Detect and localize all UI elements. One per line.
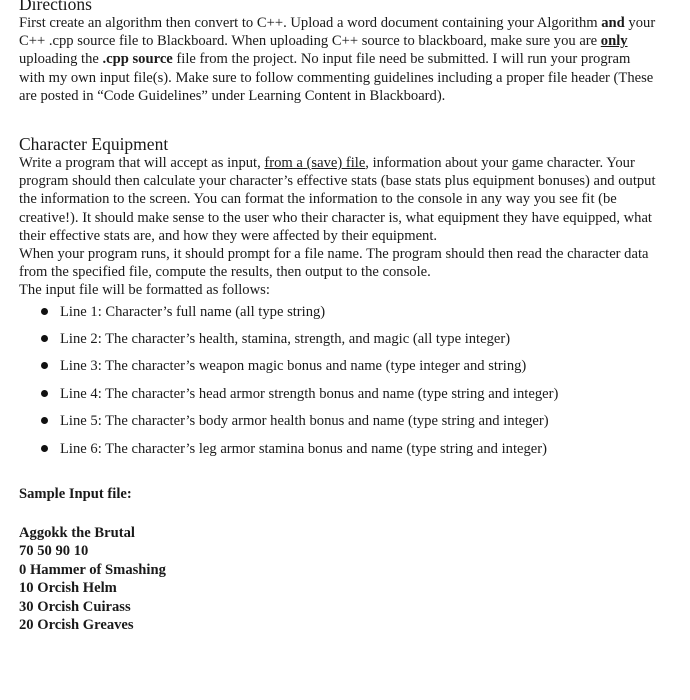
sample-line: Aggokk the Brutal: [19, 524, 135, 541]
document-page: [19, 0, 659, 634]
list-item: Line 1: Character’s full name (all type string): [19, 303, 659, 330]
bullet-icon: [41, 445, 48, 452]
list-item: Line 4: The character’s head armor strength bonus and name (type string and integer): [19, 385, 659, 412]
list-item: Line 6: The character’s leg armor stamina bonus and name (type string and integer): [19, 440, 659, 467]
sample-line: 30 Orcish Cuirass: [19, 598, 131, 615]
list-item: Line 2: The character’s health, stamina, strength, and magic (all type integer): [19, 330, 659, 357]
sample-input-label: Sample Input file:: [19, 485, 132, 502]
sample-line: 10 Orcish Helm: [19, 580, 117, 597]
directions-heading: Directions: [19, 0, 92, 14]
sample-line: 70 50 90 10: [19, 543, 89, 560]
bullet-icon: [41, 362, 48, 369]
character-equipment-paragraph: Write a program that will accept as input, from a (save) file, information about your game character. Your program should then calculate your character’s effective stats (base stats plus equipment bonuses) and output the information to the screen. You can format the information to the console in any way you see fit (be creative!). It should make sense to the user who their character is, what equipment they have equipped, what their effective stats are, and how they were affected by their equipment.: [19, 155, 656, 244]
bullet-icon: [41, 308, 48, 315]
bullet-icon: [41, 335, 48, 342]
sample-line: 20 Orcish Greaves: [19, 617, 134, 634]
sample-line: 0 Hammer of Smashing: [19, 561, 166, 578]
list-item: Line 3: The character’s weapon magic bonus and name (type integer and string): [19, 357, 659, 384]
prompt-paragraph: When your program runs, it should prompt for a file name. The program should then read the character data from the specified file, compute the results, then output to the console.: [19, 246, 649, 281]
character-equipment-heading: Character Equipment: [19, 134, 169, 155]
input-format-list: [19, 303, 659, 467]
bullet-icon: [41, 417, 48, 424]
format-intro-paragraph: The input file will be formatted as follows:: [19, 282, 270, 299]
character-equipment-section: [19, 134, 659, 467]
directions-paragraph: First create an algorithm then convert to C++. Upload a word document containing your Algorithm and your C++ .cpp source file to Blackboard. When uploading C++ source to blackboard, make sure you are only uploading the .cpp source file from the project. No input file need be submitted. I will run your program with my own input file(s). Make sure to follow commenting guidelines including a proper file header (These are posted in “Code Guidelines” under Learning Content in Blackboard).: [19, 15, 656, 104]
list-item: Line 5: The character’s body armor health bonus and name (type string and integer): [19, 412, 659, 439]
bullet-icon: [41, 390, 48, 397]
sample-input-block: [19, 524, 659, 634]
